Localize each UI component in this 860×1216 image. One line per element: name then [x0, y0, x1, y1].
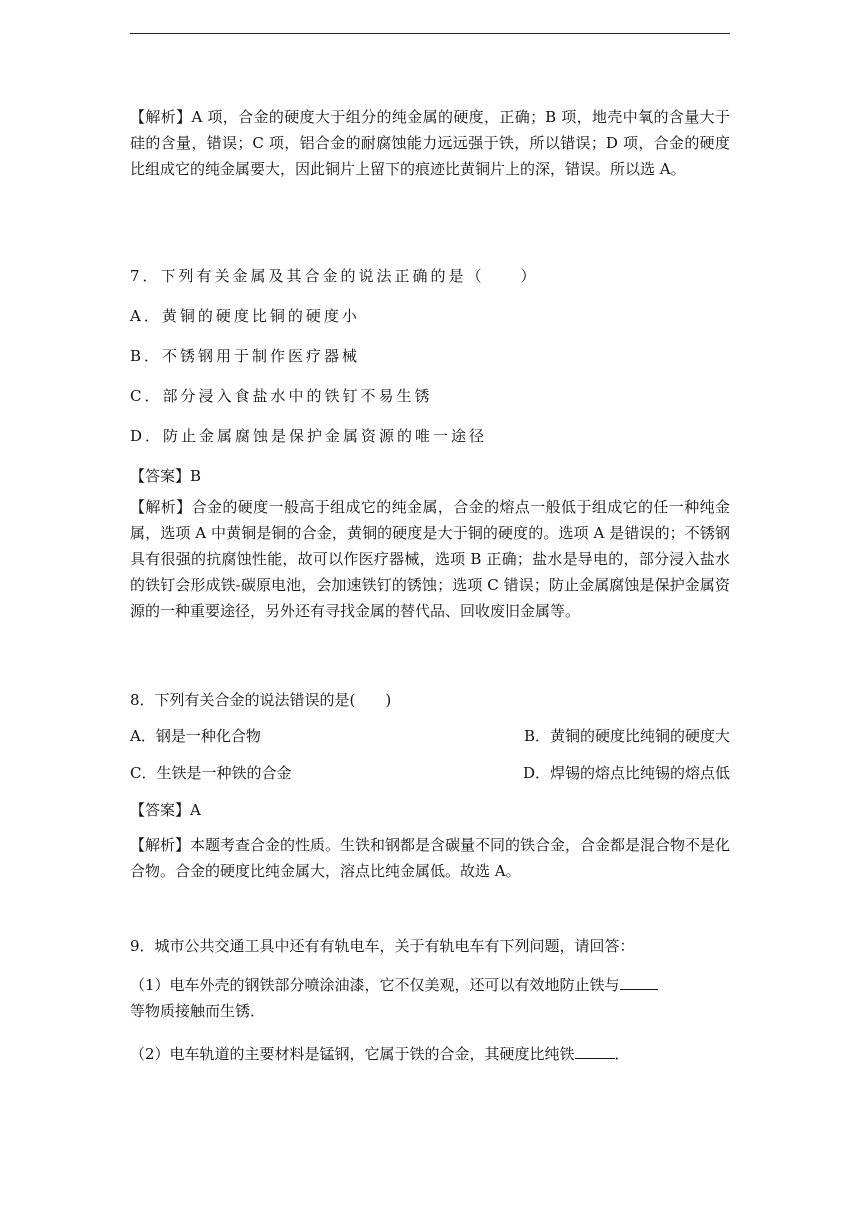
q8-option-a: A．钢是一种化合物: [130, 727, 261, 745]
q9-sub1-cont: 等物质接触而生锈．: [130, 1002, 266, 1020]
q8-answer: 【答案】A: [130, 801, 201, 819]
q9-sub2: [130, 1042, 730, 1066]
q9-sub1: [130, 972, 730, 1024]
q7-option-a: A．黄铜的硬度比铜的硬度小: [130, 307, 360, 325]
q9-sub1-text: （1）电车外壳的钢铁部分喷涂油漆，它不仅美观，还可以有效地防止铁与: [130, 976, 620, 994]
q6-analysis: 【解析】A 项，合金的硬度大于组分的纯金属的硬度，正确；B 项，地壳中氧的含量大于硅的含量，错误；C 项，铝合金的耐腐蚀能力远远强于铁，所以错误；D 项，合金的硬度比组成它的纯金属要大，因此铜片上留下的痕迹比黄铜片上的深，错误。所以选 A。: [130, 108, 730, 178]
q7-option-c: C．部分浸入食盐水中的铁钉不易生锈: [130, 387, 433, 405]
q6-analysis-block: [130, 104, 730, 182]
q9-sub2-text: （2）电车轨道的主要材料是锰钢，它属于铁的合金，其硬度比纯铁: [130, 1045, 575, 1063]
q9-sub2-blank[interactable]: [575, 1042, 615, 1059]
header-rule: [130, 33, 730, 34]
q9-stem: 9．城市公共交通工具中还有有轨电车，关于有轨电车有下列问题，请回答：: [130, 937, 635, 955]
q9-sub2-end: ．: [614, 1045, 630, 1063]
q8-option-c: C．生铁是一种铁的合金: [130, 764, 292, 782]
q8-analysis-block: [130, 832, 730, 884]
q7-stem: 7．下列有关金属及其合金的说法正确的是（ ）: [130, 267, 539, 285]
q7-answer: 【答案】B: [130, 467, 202, 485]
q8-stem: 8．下列有关合金的说法错误的是( ): [130, 691, 392, 709]
q7-analysis-block: [130, 494, 730, 624]
q8-option-d: D．焊锡的熔点比纯锡的熔点低: [522, 764, 730, 782]
q8-option-b: B．黄铜的硬度比纯铜的硬度大: [523, 727, 730, 745]
q7-analysis: 【解析】合金的硬度一般高于组成它的纯金属，合金的熔点一般低于组成它的任一种纯金属，选项 A 中黄铜是铜的合金，黄铜的硬度是大于铜的硬度的。选项 A 是错误的；不锈钢具有很强的抗腐蚀性能，故可以作医疗器械，选项 B 正确；盐水是导电的，部分浸入盐水的铁钉会形成铁-碳原电池，会加速铁钉的锈蚀；选项 C 错误；防止金属腐蚀是保护金属资源的一种重要途径，另外还有寻找金属的替代品、回收废旧金属等。: [130, 498, 730, 620]
q9-sub1-blank[interactable]: [620, 973, 658, 990]
q7-option-b: B．不锈钢用于制作医疗器械: [130, 347, 361, 365]
q7-option-d: D．防止金属腐蚀是保护金属资源的唯一途径: [130, 427, 488, 445]
q8-analysis: 【解析】本题考查合金的性质。生铁和钢都是含碳量不同的铁合金，合金都是混合物不是化合物。合金的硬度比纯金属大，溶点比纯金属低。故选 A。: [130, 836, 731, 880]
